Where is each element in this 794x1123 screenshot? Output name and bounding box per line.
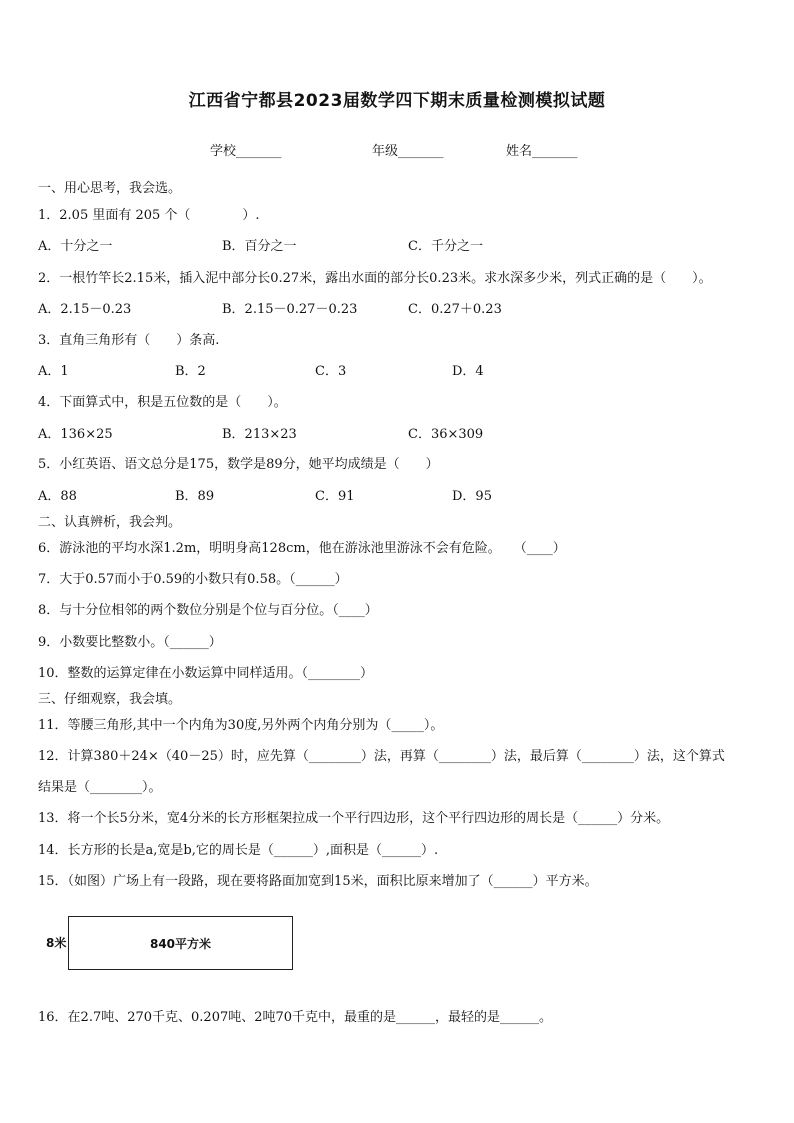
section-1-heading: 一、用心思考，我会选。 [38,181,182,196]
q1-option-b: B．百分之一 [222,239,297,254]
q3-option-d: D．4 [452,364,484,379]
question-1: 1．2.05 里面有 205 个（ ）. [38,208,260,223]
q3-option-a: A．1 [38,364,69,379]
question-16: 16．在2.7吨、270千克、0.207吨、2吨70千克中，最重的是______，最轻的是______。 [38,1010,553,1025]
question-10: 10．整数的运算定律在小数运算中同样适用。（________） [38,666,374,681]
question-12-continued: 结果是（________）。 [38,780,162,795]
question-2: 2．一根竹竿长2.15米，插入泥中部分长0.27米，露出水面的部分长0.23米。求水深多少米，列式正确的是（ ）。 [38,271,712,286]
q1-option-c: C．千分之一 [408,239,483,254]
q5-option-b: B．89 [175,489,215,504]
page-title: 江西省宁都县2023届数学四下期末质量检测模拟试题 [188,91,606,111]
q1-option-a: A．十分之一 [38,239,113,254]
q4-option-b: B．213×23 [222,427,297,442]
question-8: 8．与十分位相邻的两个数位分别是个位与百分位。（____） [38,603,378,618]
q2-option-a: A．2.15－0.23 [38,302,132,317]
question-14: 14．长方形的长是a,宽是b,它的周长是（______）,面积是（______）. [38,843,439,858]
question-9: 9．小数要比整数小。（______） [38,635,222,650]
question-7: 7．大于0.57而小于0.59的小数只有0.58。（______） [38,572,348,587]
q5-option-c: C．91 [315,489,355,504]
q5-option-a: A．88 [38,489,77,504]
school-field: 学校_______ [210,144,282,159]
name-field: 姓名_______ [506,144,578,159]
section-3-heading: 三、仔细观察，我会填。 [38,692,182,707]
question-5: 5．小红英语、语文总分是175，数学是89分，她平均成绩是（ ） [38,457,439,472]
grade-field: 年级_______ [372,144,444,159]
question-11: 11．等腰三角形,其中一个内角为30度,另外两个内角分别为（_____）。 [38,718,444,733]
q2-option-c: C．0.27＋0.23 [408,302,502,317]
q5-option-d: D．95 [452,489,492,504]
figure-width-label: 8米 [46,936,67,950]
question-12: 12．计算380＋24×（40－25）时，应先算（________）法，再算（________）法，最后算（________）法，这个算式 [38,749,725,764]
question-13: 13．将一个长5分米，宽4分米的长方形框架拉成一个平行四边形，这个平行四边形的周长是（______）分米。 [38,811,670,826]
question-4: 4．下面算式中，积是五位数的是（ ）。 [38,395,287,410]
q3-option-c: C．3 [315,364,347,379]
road-rectangle-figure [68,916,293,970]
question-3: 3．直角三角形有（ ）条高. [38,333,220,348]
q4-option-c: C．36×309 [408,427,484,442]
q2-option-b: B．2.15－0.27－0.23 [222,302,358,317]
q4-option-a: A．136×25 [38,427,113,442]
figure-area-label: 840平方米 [149,936,212,951]
question-6: 6．游泳池的平均水深1.2m，明明身高128cm，他在游泳池里游泳不会有危险。 （____） [38,541,566,556]
question-15: 15．（如图）广场上有一段路，现在要将路面加宽到15米，面积比原来增加了（______）平方米。 [38,874,598,889]
q3-option-b: B．2 [175,364,206,379]
section-2-heading: 二、认真辨析，我会判。 [38,515,182,530]
